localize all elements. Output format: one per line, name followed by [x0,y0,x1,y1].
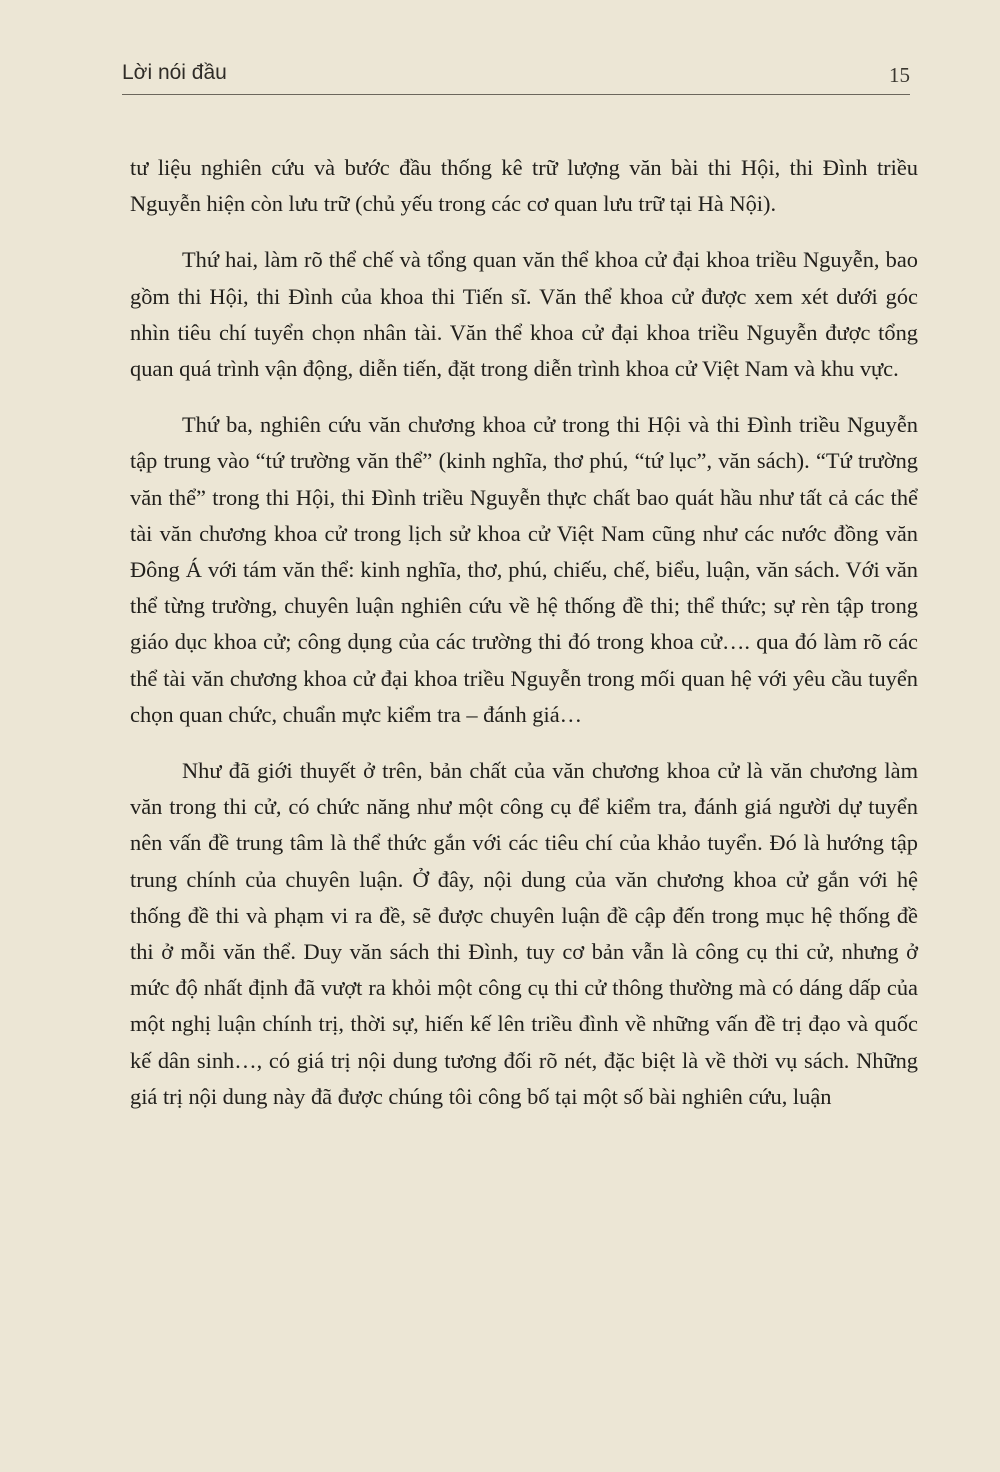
running-header [122,60,910,95]
body-text [130,150,918,1135]
paragraph-exam-literature: Như đã giới thuyết ở trên, bản chất của văn chương khoa cử là văn chương làm văn trong thi cử, có chức năng như một công cụ để kiểm tra, đánh giá người dự tuyển nên vấn đề trung tâm là thể thức gắn với các tiêu chí của khảo tuyển. Đó là hướng tập trung chính của chuyên luận. Ở đây, nội dung của văn chương khoa cử gắn với hệ thống đề thi và phạm vi ra đề, sẽ được chuyên luận đề cập đến trong mục hệ thống đề thi ở mỗi văn thể. Duy văn sách thi Đình, tuy cơ bản vẫn là công cụ thi cử, nhưng ở mức độ nhất định đã vượt ra khỏi một công cụ thi cử thông thường mà có dáng dấp của một nghị luận chính trị, thời sự, hiến kế lên triều đình về những vấn đề trị đạo và quốc kế dân sinh…, có giá trị nội dung tương đối rõ nét, đặc biệt là về thời vụ sách. Những giá trị nội dung này đã được chúng tôi công bố tại một số bài nghiên cứu, luận [130,758,918,1109]
paragraph-continuation: tư liệu nghiên cứu và bước đầu thống kê trữ lượng văn bài thi Hội, thi Đình triều Nguyễn hiện còn lưu trữ (chủ yếu trong các cơ quan lưu trữ tại Hà Nội). [130,155,918,217]
section-title: Lời nói đầu [122,61,227,84]
paragraph-third-point: Thứ ba, nghiên cứu văn chương khoa cử trong thi Hội và thi Đình triều Nguyễn tập trung vào “tứ trường văn thể” (kinh nghĩa, thơ phú, “tứ lục”, văn sách). “Tứ trường văn thể” trong thi Hội, thi Đình triều Nguyễn thực chất bao quát hầu như tất cả các thể tài văn chương khoa cử trong lịch sử khoa cử Việt Nam cũng như các nước đồng văn Đông Á với tám văn thể: kinh nghĩa, thơ, phú, chiếu, chế, biểu, luận, văn sách. Với văn thể từng trường, chuyên luận nghiên cứu về hệ thống đề thi; thể thức; sự rèn tập trong giáo dục khoa cử; công dụng của các trường thi đó trong khoa cử…. qua đó làm rõ các thể tài văn chương khoa cử đại khoa triều Nguyễn trong mối quan hệ với yêu cầu tuyển chọn quan chức, chuẩn mực kiểm tra – đánh giá… [130,412,918,727]
page-number: 15 [889,63,910,87]
paragraph-second-point: Thứ hai, làm rõ thể chế và tổng quan văn thể khoa cử đại khoa triều Nguyễn, bao gồm thi Hội, thi Đình của khoa thi Tiến sĩ. Văn thể khoa cử được xem xét dưới góc nhìn tiêu chí tuyển chọn nhân tài. Văn thể khoa cử đại khoa triều Nguyễn được tổng quan quá trình vận động, diễn tiến, đặt trong diễn trình khoa cử Việt Nam và khu vực. [130,247,918,382]
